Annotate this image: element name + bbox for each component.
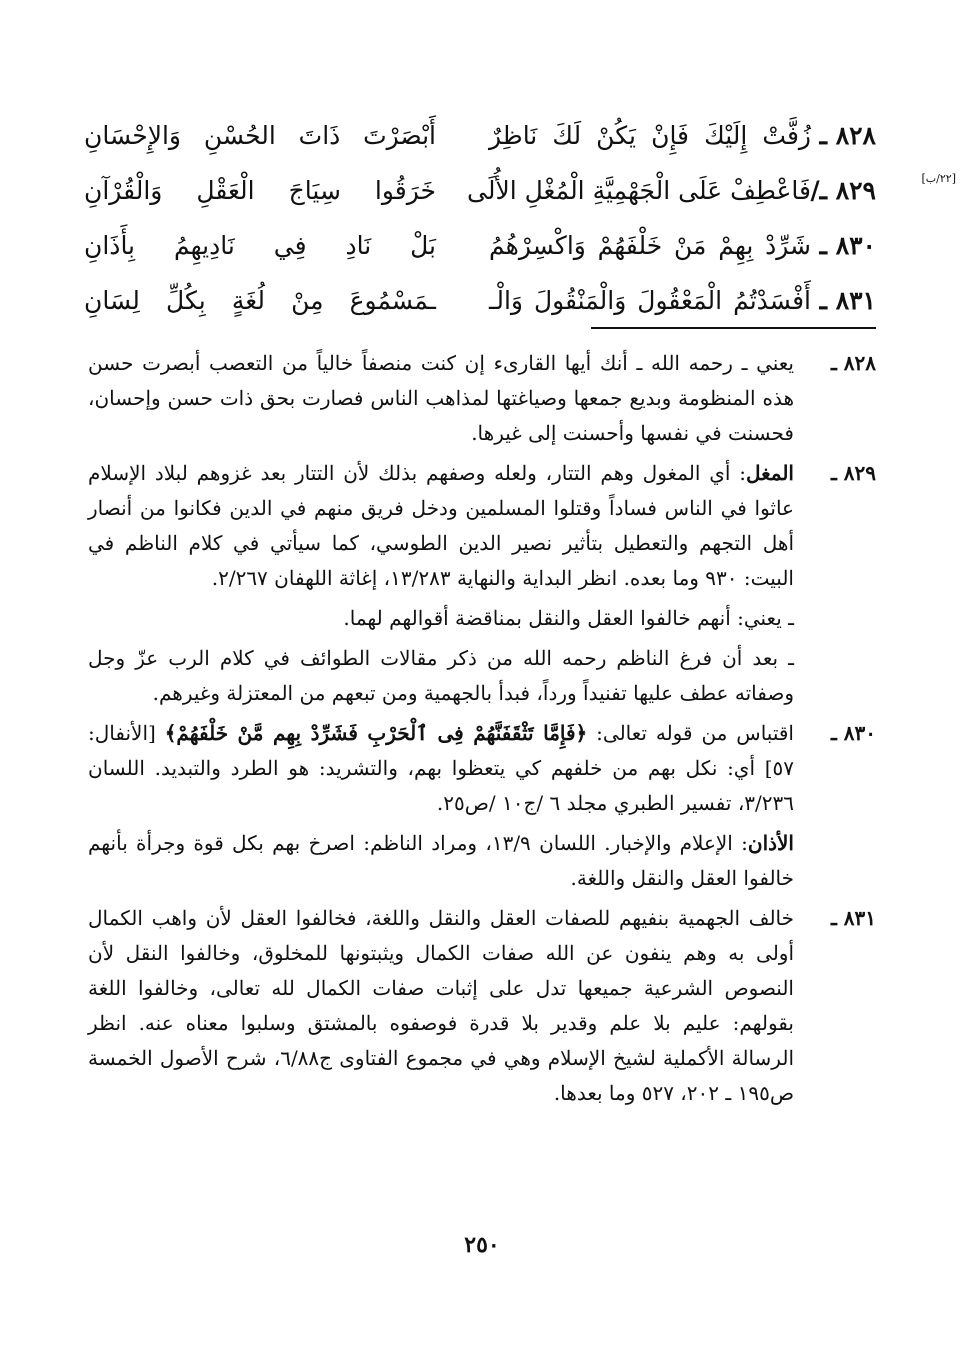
verse-second-hemistich: ـمَسْمُوعَ مِنْ لُغَةٍ بِكُلِّ لِسَانِ — [84, 286, 436, 315]
verse-number: ٨٢٩ ـ/ — [810, 176, 876, 205]
verse-first-hemistich: فَاعْطِفْ عَلَى الْجَهْمِيَّةِ الْمُغْلِ الأُلَى — [467, 176, 811, 205]
footnote-paragraph — [88, 716, 794, 821]
footnote-text: : أي المغول وهم التتار، ولعله وصفهم بذلك لأن التتار بعد غزوهم لبلاد الإسلام عاثوا في الناس فساداً وقتلوا المسلمين ودخل فريق منهم في الدين فكانوا من أنصار أهل التجهم والتعطيل بتأثير نصير الدين الطوسي، كما سيأتي في كلام الناظم في البيت: ٩٣٠ وما بعده. انظر البداية والنهاية ١٣/٢٨٣، إغاثة اللهفان ٢/٢٦٧. — [88, 461, 794, 590]
footnote-number: ٨٣٠ ـ — [830, 721, 876, 745]
verse-number: ٨٣١ ـ — [819, 286, 876, 315]
footnote-paragraph — [88, 456, 794, 596]
verse-number: ٨٢٨ ـ — [819, 121, 876, 150]
verse-first-hemistich: أَفْسَدْتُمُ الْمَعْقُولَ وَالْمَنْقُولَ وَالْـ — [489, 286, 811, 315]
margin-folio-reference: [٢٢/ب] — [921, 172, 956, 185]
poem-verses — [76, 108, 876, 328]
footnote-text: [الأنفال: ٥٧] أي: نكل بهم من خلفهم كي يتعظوا بهم، والتشريد: هو الطرد والتبديد. اللسان ٣/٢٣٦، تفسير الطبري مجلد ٦ /ج١٠ /ص٢٥. — [88, 721, 794, 815]
verse-second-hemistich: بَلْ نَادِ فِي نَادِيهِمُ بِأَذَانِ — [84, 231, 436, 260]
footnote-831 — [88, 901, 876, 1111]
footnote-829 — [88, 456, 876, 711]
verse-number: ٨٣٠ ـ — [819, 231, 876, 260]
footnote-text-2: : الإعلام والإخبار. اللسان ١٣/٩، ومراد الناظم: اصرخ بهم بكل قوة وجرأة بأنهم خالفوا العقل والنقل واللغة. — [88, 831, 794, 890]
quran-quote: ﴿فَإِمَّا تَثْقَفَنَّهُمْ فِى ٱلْحَرْبِ فَشَرِّدْ بِهِم مَّنْ خَلْفَهُمْ﴾ — [164, 721, 588, 745]
footnote-830 — [88, 716, 876, 896]
footnote-extra-2: ـ بعد أن فرغ الناظم رحمه الله من ذكر مقالات الطوائف في كلام الرب عزّ وجل وصفاته عطف عليها تفنيداً ورداً، فبدأ بالجهمية ومن تبعهم من المعتزلة وغيرهم. — [88, 646, 794, 705]
verse-second-hemistich: أَبْصَرْتَ ذَاتَ الحُسْنِ وَالإِحْسَانِ — [84, 121, 436, 150]
footnote-paragraph-2 — [88, 826, 794, 896]
footnote-text: خالف الجهمية بنفيهم للصفات العقل والنقل واللغة، فخالفوا العقل لأن واهب الكمال أولى به وهم ينفون عن الله صفات الكمال ويثبتونها للمخلوق، وخالفوا النقل لأن النصوص الشرعية جميعها تدل على إثبات صفات الكمال لله تعالى، وخالفوا اللغة بقولهم: عليم بلا علم وقدير بلا قدرة فوصفوه بالمشتق وسلبوا معناه عنه. انظر الرسالة الأكملية لشيخ الإسلام وهي في مجموع الفتاوى ج٦/٨٨، شرح الأصول الخمسة ص١٩٥ ـ ٢٠٢، ٥٢٧ وما بعدها. — [88, 906, 794, 1105]
verse-second-hemistich: خَرَقُوا سِيَاجَ الْعَقْلِ وَالْقُرْآنِ — [84, 176, 436, 205]
verse-830 — [76, 218, 876, 273]
footnote-number: ٨٢٨ ـ — [830, 351, 876, 375]
verse-829 — [76, 163, 876, 218]
footnote-828 — [88, 346, 876, 451]
footnote-number: ٨٢٩ ـ — [830, 461, 876, 485]
quote-intro: اقتباس من قوله تعالى: — [587, 721, 794, 745]
footnote-number: ٨٣١ ـ — [830, 906, 876, 930]
footnote-extra-1: ـ يعني: أنهم خالفوا العقل والنقل بمناقضة أقوالهم لهما. — [343, 606, 794, 630]
footnote-term: الأذان — [747, 831, 794, 855]
footnote-divider — [591, 327, 876, 329]
footnotes — [88, 346, 876, 1116]
footnote-text: يعني ـ رحمه الله ـ أنك أيها القارىء إن كنت منصفاً خالياً من التعصب أبصرت حسن هذه المنظومة وبديع جمعها وصياغتها لمذاهب الناس فصارت بحق ذات حسن وإحسان، فحسنت في نفسها وأحسنت إلى غيرها. — [88, 351, 794, 445]
footnote-term: المغل — [745, 461, 794, 485]
page-number: ٢٥٠ — [464, 1232, 500, 1258]
verse-831 — [76, 273, 876, 328]
verse-first-hemistich: شَرِّدْ بِهِمْ مَنْ خَلْفَهُمْ وَاكْسِرْهُمُ — [489, 231, 811, 260]
verse-first-hemistich: زُفَّتْ إِلَيْكَ فَإِنْ يَكُنْ لَكَ نَاظِرٌ — [489, 121, 811, 150]
verse-828 — [76, 108, 876, 163]
